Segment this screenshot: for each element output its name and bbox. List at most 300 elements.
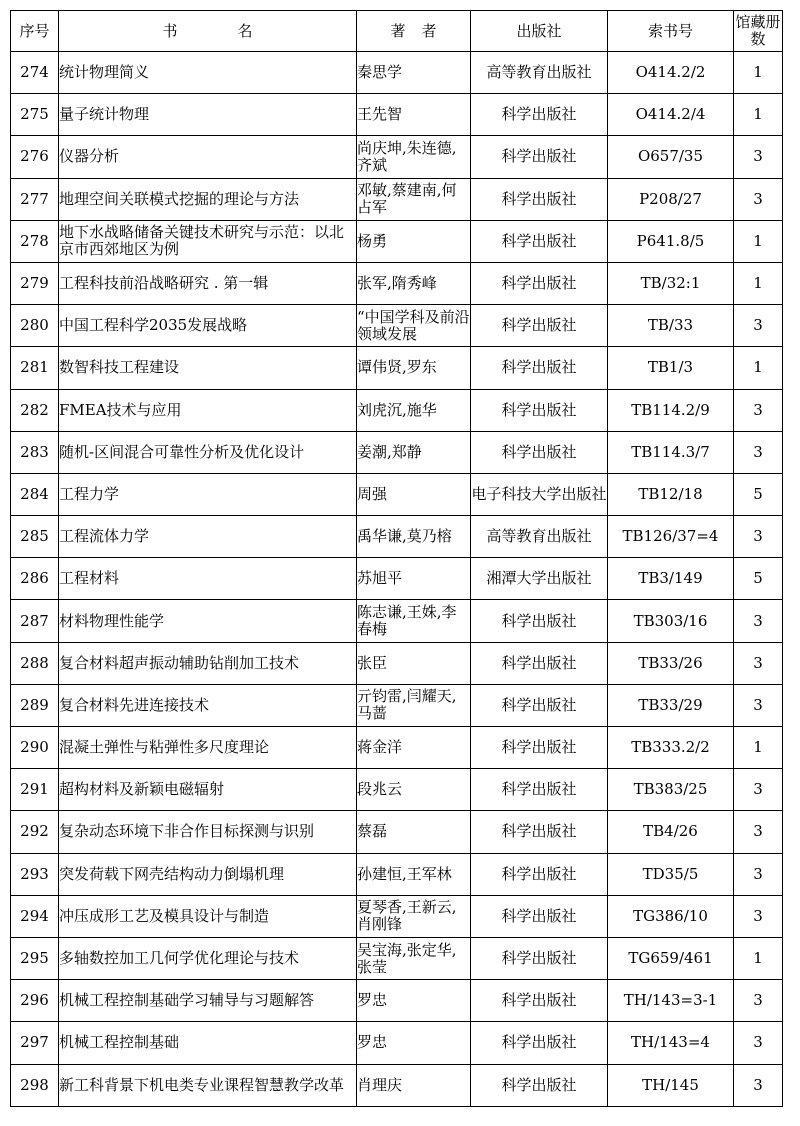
book-author-cell (357, 937, 471, 979)
row-number: 282 (20, 400, 49, 419)
call-number-cell (608, 1022, 734, 1064)
book-publisher-cell (471, 389, 608, 431)
book-publisher: 科学出版社 (501, 823, 577, 841)
row-number: 277 (20, 189, 49, 208)
table-row (11, 220, 783, 262)
row-number-cell (11, 853, 59, 895)
book-title-cell (59, 262, 357, 304)
row-number-cell (11, 769, 59, 811)
book-publisher-cell (471, 178, 608, 220)
book-author: 姜潮,郑静 (357, 443, 422, 461)
book-publisher: 科学出版社 (501, 612, 577, 630)
call-number: TB126/37=4 (622, 527, 719, 546)
book-publisher: 高等教育出版社 (486, 528, 592, 546)
book-publisher-cell (471, 980, 608, 1022)
book-title: 量子统计物理 (59, 106, 150, 124)
call-number-cell (608, 516, 734, 558)
copy-count: 3 (753, 527, 763, 546)
book-publisher-cell (471, 136, 608, 178)
copy-count-cell (734, 684, 783, 726)
book-title: 复合材料超声振动辅助钻削加工技术 (59, 654, 300, 672)
copy-count: 3 (753, 991, 763, 1010)
copy-count: 1 (753, 738, 763, 757)
call-number-cell (608, 262, 734, 304)
call-number: TH/143=3-1 (623, 991, 718, 1010)
book-author: 亓钧雷,闫耀天,马蔷 (357, 688, 457, 723)
book-publisher-cell (471, 811, 608, 853)
table-row (11, 684, 783, 726)
book-author: 谭伟贤,罗东 (357, 359, 437, 377)
row-number: 278 (20, 231, 49, 250)
call-number: TG386/10 (633, 906, 708, 925)
book-author: “中国学科及前沿领域发展 (357, 308, 470, 343)
table-row (11, 389, 783, 431)
book-title-cell (59, 980, 357, 1022)
book-title: 工程科技前沿战略研究 . 第一辑 (59, 275, 269, 293)
book-publisher: 科学出版社 (501, 275, 577, 293)
copy-count-cell (734, 895, 783, 937)
call-number-cell (608, 94, 734, 136)
book-title-cell (59, 516, 357, 558)
row-number: 292 (20, 822, 49, 841)
book-title: 仪器分析 (59, 148, 120, 166)
row-number: 290 (20, 738, 49, 757)
table-row (11, 1064, 783, 1106)
book-author: 张臣 (357, 654, 388, 672)
call-number: TB/33 (647, 316, 694, 335)
book-publisher: 科学出版社 (501, 106, 577, 124)
book-author: 禹华谦,莫乃榕 (357, 528, 452, 546)
row-number: 288 (20, 653, 49, 672)
book-publisher: 科学出版社 (501, 907, 577, 925)
row-number: 296 (20, 991, 49, 1010)
row-number-cell (11, 473, 59, 515)
book-title-cell (59, 305, 357, 347)
copy-count-cell (734, 1022, 783, 1064)
book-title-cell (59, 727, 357, 769)
copy-count: 1 (753, 105, 763, 124)
call-number: P208/27 (639, 189, 702, 208)
row-number: 280 (20, 316, 49, 335)
call-number: O657/35 (637, 147, 704, 166)
table-row (11, 811, 783, 853)
table-row (11, 727, 783, 769)
book-author-cell (357, 980, 471, 1022)
row-number-cell (11, 52, 59, 94)
book-title-cell (59, 811, 357, 853)
copy-count: 3 (753, 1075, 763, 1094)
row-number: 276 (20, 147, 49, 166)
book-publisher: 湘潭大学出版社 (486, 570, 592, 588)
row-number-cell (11, 1064, 59, 1106)
call-number-cell (608, 727, 734, 769)
copy-count: 1 (753, 949, 763, 968)
row-number-cell (11, 516, 59, 558)
copy-count: 3 (753, 864, 763, 883)
book-title: 工程力学 (59, 485, 120, 503)
row-number: 281 (20, 358, 49, 377)
copy-count-cell (734, 220, 783, 262)
row-number-cell (11, 136, 59, 178)
book-author-cell (357, 431, 471, 473)
copy-count-cell (734, 347, 783, 389)
copy-count: 5 (753, 569, 763, 588)
copy-count: 3 (753, 695, 763, 714)
book-author: 肖理庆 (357, 1076, 403, 1094)
table-row (11, 642, 783, 684)
book-publisher: 科学出版社 (501, 148, 577, 166)
row-number-cell (11, 642, 59, 684)
book-author: 夏琴香,王新云,肖刚锋 (357, 899, 457, 934)
row-number: 293 (20, 864, 49, 883)
book-title-cell (59, 220, 357, 262)
book-author: 周强 (357, 485, 388, 503)
book-author: 孙建恒,王军林 (357, 865, 452, 883)
copy-count: 1 (753, 274, 763, 293)
table-row (11, 516, 783, 558)
book-title-cell (59, 769, 357, 811)
copy-count-cell (734, 516, 783, 558)
book-author-cell (357, 642, 471, 684)
book-publisher-cell (471, 516, 608, 558)
header-call-number: 索书号 (608, 11, 734, 52)
row-number: 275 (20, 105, 49, 124)
copy-count-cell (734, 94, 783, 136)
row-number: 283 (20, 442, 49, 461)
call-number: TB/32:1 (640, 274, 701, 293)
copy-count-cell (734, 136, 783, 178)
row-number-cell (11, 1022, 59, 1064)
call-number-cell (608, 431, 734, 473)
table-row (11, 1022, 783, 1064)
table-row (11, 136, 783, 178)
call-number: TB33/29 (638, 695, 703, 714)
table-row (11, 305, 783, 347)
book-title: 混凝土弹性与粘弹性多尺度理论 (59, 739, 270, 757)
book-title: 随机-区间混合可靠性分析及优化设计 (59, 443, 305, 461)
book-author: 刘虎沉,施华 (357, 401, 437, 419)
book-publisher-cell (471, 684, 608, 726)
row-number-cell (11, 980, 59, 1022)
book-publisher-cell (471, 600, 608, 642)
book-publisher-cell (471, 262, 608, 304)
call-number: TB303/16 (633, 611, 708, 630)
book-publisher: 科学出版社 (501, 443, 577, 461)
book-author: 陈志谦,王姝,李春梅 (357, 604, 457, 639)
row-number: 297 (20, 1033, 49, 1052)
book-author: 秦思学 (357, 64, 403, 82)
book-title-cell (59, 347, 357, 389)
book-publisher-cell (471, 769, 608, 811)
row-number-cell (11, 389, 59, 431)
copy-count-cell (734, 727, 783, 769)
book-publisher: 科学出版社 (501, 654, 577, 672)
call-number: P641.8/5 (636, 231, 705, 250)
book-author-cell (357, 220, 471, 262)
book-publisher: 高等教育出版社 (486, 64, 592, 82)
book-title: 机械工程控制基础 (59, 1034, 180, 1052)
book-title-cell (59, 136, 357, 178)
book-title: 统计物理简义 (59, 64, 150, 82)
book-title: 复合材料先进连接技术 (59, 696, 210, 714)
call-number-cell (608, 347, 734, 389)
copy-count: 3 (753, 189, 763, 208)
book-title-cell (59, 389, 357, 431)
book-publisher-cell (471, 853, 608, 895)
call-number-cell (608, 473, 734, 515)
book-publisher: 科学出版社 (501, 781, 577, 799)
copy-count-cell (734, 52, 783, 94)
book-publisher: 科学出版社 (501, 865, 577, 883)
book-title-cell (59, 1022, 357, 1064)
book-author: 吴宝海,张定华,张莹 (357, 941, 457, 976)
table-row (11, 52, 783, 94)
copy-count-cell (734, 262, 783, 304)
book-publisher-cell (471, 220, 608, 262)
book-author-cell (357, 473, 471, 515)
call-number-cell (608, 600, 734, 642)
call-number: TB33/26 (638, 653, 703, 672)
book-title: 中国工程科学2035发展战略 (59, 317, 248, 335)
copy-count: 5 (753, 484, 763, 503)
book-title-cell (59, 52, 357, 94)
call-number-cell (608, 980, 734, 1022)
call-number: TB333.2/2 (631, 738, 710, 757)
book-author: 蒋金洋 (357, 739, 403, 757)
book-title: 突发荷载下网壳结构动力倒塌机理 (59, 865, 285, 883)
row-number-cell (11, 94, 59, 136)
header-copies-text: 馆藏册数 (735, 13, 781, 48)
row-number: 298 (20, 1075, 49, 1094)
book-title: 新工科背景下机电类专业课程智慧教学改革 (59, 1076, 345, 1094)
call-number-cell (608, 136, 734, 178)
book-publisher-cell (471, 895, 608, 937)
row-number: 285 (20, 527, 49, 546)
book-publisher: 科学出版社 (501, 359, 577, 377)
book-catalog-table (10, 10, 783, 1107)
book-publisher: 科学出版社 (501, 190, 577, 208)
row-number-cell (11, 305, 59, 347)
table-row (11, 600, 783, 642)
copy-count: 3 (753, 442, 763, 461)
row-number-cell (11, 811, 59, 853)
book-author-cell (357, 684, 471, 726)
book-author-cell (357, 1064, 471, 1106)
row-number-cell (11, 937, 59, 979)
book-publisher-cell (471, 727, 608, 769)
book-author-cell (357, 262, 471, 304)
table-row (11, 853, 783, 895)
row-number-cell (11, 600, 59, 642)
call-number: TB383/25 (633, 780, 708, 799)
call-number-cell (608, 642, 734, 684)
book-title: 冲压成形工艺及模具设计与制造 (59, 907, 270, 925)
call-number-cell (608, 684, 734, 726)
row-number: 279 (20, 274, 49, 293)
call-number: TB1/3 (647, 358, 694, 377)
book-publisher-cell (471, 431, 608, 473)
table-row (11, 431, 783, 473)
table-row (11, 980, 783, 1022)
book-author: 罗忠 (357, 1034, 388, 1052)
call-number-cell (608, 769, 734, 811)
book-title-cell (59, 684, 357, 726)
book-author-cell (357, 1022, 471, 1064)
book-title-cell (59, 178, 357, 220)
copy-count-cell (734, 853, 783, 895)
table-row (11, 895, 783, 937)
book-title: FMEA技术与应用 (59, 401, 182, 419)
book-publisher: 科学出版社 (501, 739, 577, 757)
table-row (11, 94, 783, 136)
copy-count: 3 (753, 1033, 763, 1052)
table-row (11, 937, 783, 979)
copy-count: 3 (753, 780, 763, 799)
header-copies (734, 11, 783, 52)
row-number-cell (11, 178, 59, 220)
book-publisher: 科学出版社 (501, 950, 577, 968)
call-number: TD35/5 (642, 864, 699, 883)
copy-count-cell (734, 431, 783, 473)
call-number-cell (608, 937, 734, 979)
book-author-cell (357, 727, 471, 769)
book-publisher: 科学出版社 (501, 1076, 577, 1094)
call-number-cell (608, 558, 734, 600)
table-row (11, 262, 783, 304)
book-title-cell (59, 853, 357, 895)
book-publisher: 科学出版社 (501, 992, 577, 1010)
book-author-cell (357, 516, 471, 558)
call-number-cell (608, 895, 734, 937)
book-title: 材料物理性能学 (59, 612, 165, 630)
book-author-cell (357, 600, 471, 642)
call-number-cell (608, 1064, 734, 1106)
row-number: 291 (20, 780, 49, 799)
book-title: 多轴数控加工几何学优化理论与技术 (59, 950, 300, 968)
header-number: 序号 (11, 11, 59, 52)
row-number: 287 (20, 611, 49, 630)
table-row (11, 473, 783, 515)
book-author-cell (357, 895, 471, 937)
book-publisher-cell (471, 94, 608, 136)
row-number: 295 (20, 949, 49, 968)
book-title: 地下水战略储备关键技术研究与示范：以北京市西郊地区为例 (59, 224, 345, 259)
table-header (11, 11, 783, 52)
call-number-cell (608, 52, 734, 94)
row-number: 286 (20, 569, 49, 588)
book-author-cell (357, 305, 471, 347)
header-author: 著者 (357, 11, 471, 52)
call-number-cell (608, 305, 734, 347)
row-number-cell (11, 684, 59, 726)
copy-count: 3 (753, 822, 763, 841)
copy-count-cell (734, 558, 783, 600)
book-author-cell (357, 811, 471, 853)
book-author: 苏旭平 (357, 570, 403, 588)
book-title: 复杂动态环境下非合作目标探测与识别 (59, 823, 315, 841)
call-number: O414.2/4 (635, 105, 706, 124)
call-number: TB3/149 (638, 569, 703, 588)
call-number: TB114.3/7 (631, 442, 710, 461)
book-author: 段兆云 (357, 781, 403, 799)
book-publisher-cell (471, 937, 608, 979)
row-number: 274 (20, 63, 49, 82)
book-title: 机械工程控制基础学习辅导与习题解答 (59, 992, 315, 1010)
call-number-cell (608, 389, 734, 431)
book-author-cell (357, 389, 471, 431)
copy-count: 3 (753, 653, 763, 672)
book-author: 尚庆坤,朱连德,齐斌 (357, 139, 457, 174)
table-row (11, 178, 783, 220)
book-author: 王先智 (357, 106, 403, 124)
call-number: TG659/461 (628, 949, 713, 968)
copy-count-cell (734, 769, 783, 811)
book-publisher: 科学出版社 (501, 696, 577, 714)
book-title: 工程流体力学 (59, 528, 150, 546)
book-author: 罗忠 (357, 992, 388, 1010)
book-publisher-cell (471, 347, 608, 389)
copy-count-cell (734, 389, 783, 431)
row-number-cell (11, 895, 59, 937)
copy-count-cell (734, 473, 783, 515)
copy-count-cell (734, 937, 783, 979)
header-row (11, 11, 783, 52)
book-publisher-cell (471, 305, 608, 347)
row-number-cell (11, 220, 59, 262)
book-publisher-cell (471, 558, 608, 600)
row-number-cell (11, 727, 59, 769)
call-number: TB114.2/9 (631, 400, 710, 419)
copy-count-cell (734, 178, 783, 220)
copy-count: 1 (753, 63, 763, 82)
row-number-cell (11, 431, 59, 473)
book-title-cell (59, 94, 357, 136)
book-publisher-cell (471, 1022, 608, 1064)
book-publisher: 科学出版社 (501, 317, 577, 335)
call-number-cell (608, 178, 734, 220)
row-number: 289 (20, 695, 49, 714)
book-title-cell (59, 600, 357, 642)
book-author-cell (357, 178, 471, 220)
book-title: 工程材料 (59, 570, 120, 588)
book-title-cell (59, 937, 357, 979)
call-number: TB12/18 (638, 484, 703, 503)
book-publisher-cell (471, 473, 608, 515)
copy-count-cell (734, 642, 783, 684)
copy-count: 3 (753, 316, 763, 335)
book-author: 邓敏,蔡建南,何占军 (357, 182, 457, 217)
book-title: 地理空间关联模式挖掘的理论与方法 (59, 190, 300, 208)
copy-count: 3 (753, 906, 763, 925)
call-number-cell (608, 811, 734, 853)
copy-count: 3 (753, 147, 763, 166)
row-number-cell (11, 262, 59, 304)
book-author-cell (357, 558, 471, 600)
book-title: 超构材料及新颖电磁辐射 (59, 781, 225, 799)
book-title-cell (59, 473, 357, 515)
copy-count-cell (734, 811, 783, 853)
book-author-cell (357, 136, 471, 178)
book-publisher-cell (471, 1064, 608, 1106)
book-author-cell (357, 347, 471, 389)
copy-count: 1 (753, 231, 763, 250)
call-number-cell (608, 853, 734, 895)
book-title-cell (59, 558, 357, 600)
table-row (11, 558, 783, 600)
book-title-cell (59, 895, 357, 937)
copy-count: 1 (753, 358, 763, 377)
book-publisher: 科学出版社 (501, 401, 577, 419)
